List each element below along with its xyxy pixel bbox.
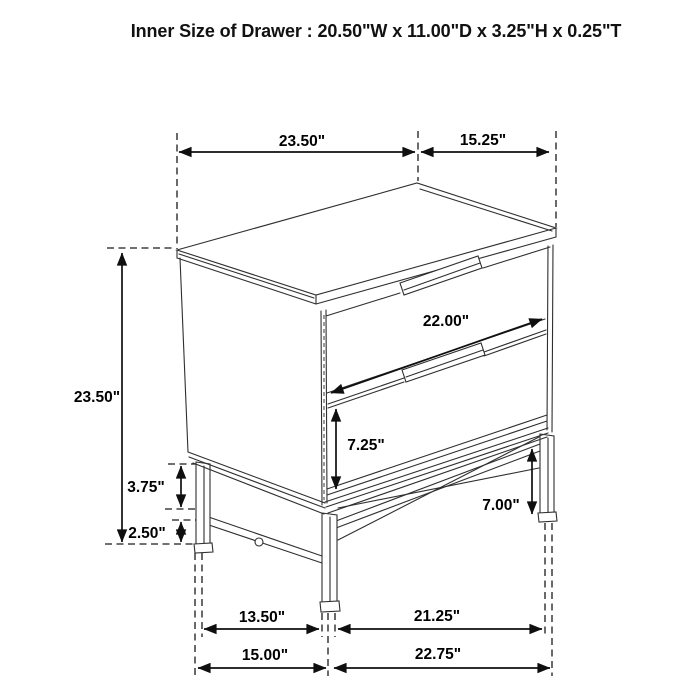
top-depth-label: 15.25" [459,132,507,149]
leg-height-label: 7.00" [482,497,520,514]
frame-upper-height-label: 3.75" [127,479,165,496]
dimension-foot-height [128,522,181,542]
base-inner-width-label: 13.50" [238,609,286,626]
foot-height-label: 2.50" [128,525,166,542]
page-title: Inner Size of Drawer : 20.50"W x 11.00"D x 3.25"H x 0.25"T [130,21,622,41]
top-width-label: 23.50" [278,133,326,150]
dimension-frame-upper-height [127,466,181,507]
screw-hole [255,538,263,546]
drawer-bottom-handle [402,343,485,382]
front-leg [320,513,340,612]
dimension-base-outer-width [198,647,326,668]
overall-height-label: 23.50" [73,389,121,406]
drawer-front-width-label: 22.00" [422,313,470,330]
right-foot [538,512,557,522]
right-leg [538,434,557,522]
front-foot [320,601,340,612]
dimension-drawer-front-width [331,313,542,393]
dimension-leg-height [482,449,532,514]
cabinet-case [180,245,553,508]
base-inner-depth-label: 21.25" [413,608,461,625]
drawer-face-height-label: 7.25" [347,437,385,454]
dimension-base-outer-depth [334,646,550,668]
side-panel-left-edge [180,258,188,452]
back-left-foot [194,543,213,553]
base-outer-depth-label: 22.75" [414,646,462,663]
dimension-overall-height [74,253,122,542]
top-panel [177,183,556,304]
dimension-drawer-face-height [336,409,385,489]
dimension-base-inner-depth [338,608,542,629]
dimension-top-width [179,133,415,152]
base-outer-width-label: 15.00" [241,647,289,664]
dimension-base-inner-width [204,609,319,629]
dimension-top-depth [421,132,549,152]
back-left-leg [194,462,213,553]
